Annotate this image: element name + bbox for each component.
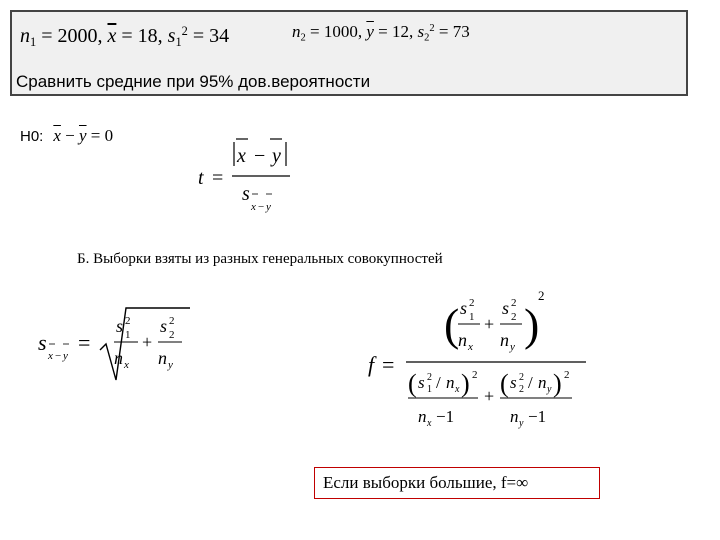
svg-text:s: s — [502, 298, 510, 318]
svg-text:+: + — [484, 386, 495, 406]
svg-text:n: n — [458, 330, 467, 350]
svg-text:): ) — [553, 369, 562, 398]
svg-text:−1: −1 — [436, 407, 455, 426]
svg-text:+: + — [142, 332, 153, 352]
svg-text:2: 2 — [511, 311, 517, 323]
svg-text:=: = — [78, 330, 91, 355]
hypothesis-label: H0: — [20, 128, 44, 145]
svg-text:x: x — [427, 418, 432, 429]
svg-text:2: 2 — [169, 329, 175, 341]
svg-text:+: + — [484, 314, 495, 334]
svg-text:−: − — [258, 201, 265, 213]
svg-text:x: x — [251, 201, 256, 213]
svg-text:n: n — [500, 330, 509, 350]
svg-text:y: y — [168, 359, 173, 371]
t-statistic-formula — [190, 130, 310, 220]
svg-text:y: y — [63, 350, 68, 362]
svg-text:n: n — [446, 373, 455, 392]
svg-text:2: 2 — [564, 369, 570, 381]
svg-text:2: 2 — [469, 297, 475, 309]
svg-text:2: 2 — [519, 372, 524, 383]
null-hypothesis: H0: $\overline{x} - \overline{y} = 0$ — [20, 126, 114, 145]
svg-text:n: n — [114, 348, 123, 368]
svg-text:1: 1 — [125, 329, 131, 341]
svg-text:y: y — [272, 145, 281, 167]
sample2-params: $n_2 = 1000$, $\overline{y} = 12$, $s_2^2 = 73$ — [292, 22, 470, 44]
svg-text:x: x — [124, 359, 129, 371]
svg-text:(: ( — [408, 369, 417, 398]
svg-text:1: 1 — [469, 311, 475, 323]
svg-text:): ) — [461, 369, 470, 398]
svg-text:x: x — [237, 145, 246, 167]
svg-text:1: 1 — [427, 384, 432, 395]
standard-error-formula — [30, 300, 200, 390]
svg-text:s: s — [116, 316, 124, 336]
svg-text:y: y — [519, 418, 524, 429]
svg-text:/: / — [528, 373, 533, 392]
task-text: Сравнить средние при 95% дов.вероятности — [16, 72, 371, 91]
svg-text:f: f — [368, 352, 375, 377]
svg-text:2: 2 — [511, 297, 517, 309]
svg-text:2: 2 — [125, 315, 131, 327]
svg-text:s: s — [242, 183, 250, 205]
svg-text:2: 2 — [519, 384, 524, 395]
t-equals: = — [212, 167, 224, 189]
svg-text:−: − — [254, 145, 266, 167]
svg-text:=: = — [382, 352, 395, 377]
svg-text:): ) — [524, 299, 540, 350]
svg-text:y: y — [547, 384, 552, 395]
svg-text:n: n — [418, 407, 427, 426]
svg-text:n: n — [510, 407, 519, 426]
svg-text:2: 2 — [427, 372, 432, 383]
svg-text:2: 2 — [538, 288, 545, 303]
svg-text:n: n — [538, 373, 547, 392]
svg-text:n: n — [158, 348, 167, 368]
svg-text:s: s — [418, 373, 425, 392]
svg-text:(: ( — [444, 299, 460, 350]
t-symbol: t — [198, 167, 204, 189]
svg-text:y: y — [266, 201, 271, 213]
svg-text:s: s — [160, 316, 168, 336]
svg-text:x: x — [48, 350, 53, 362]
svg-text:/: / — [436, 373, 441, 392]
section-b-text: Б. Выборки взяты из разных генеральных совокупностей — [77, 251, 443, 267]
svg-text:x: x — [468, 341, 473, 353]
svg-text:(: ( — [500, 369, 509, 398]
svg-text:s: s — [510, 373, 517, 392]
svg-text:s: s — [460, 298, 468, 318]
svg-text:s: s — [38, 330, 47, 355]
svg-text:2: 2 — [472, 369, 478, 381]
svg-text:y: y — [510, 341, 515, 353]
degrees-of-freedom-formula — [360, 280, 600, 440]
large-sample-note: Если выборки большие, f=∞ — [314, 467, 600, 499]
svg-text:−: − — [55, 350, 62, 362]
svg-text:−1: −1 — [528, 407, 547, 426]
sample1-params: $n_1 = 2000$, $\overline{x} = 18$, $s_1^2 = 34$ — [20, 24, 230, 50]
svg-text:x: x — [455, 384, 460, 395]
svg-text:2: 2 — [169, 315, 175, 327]
